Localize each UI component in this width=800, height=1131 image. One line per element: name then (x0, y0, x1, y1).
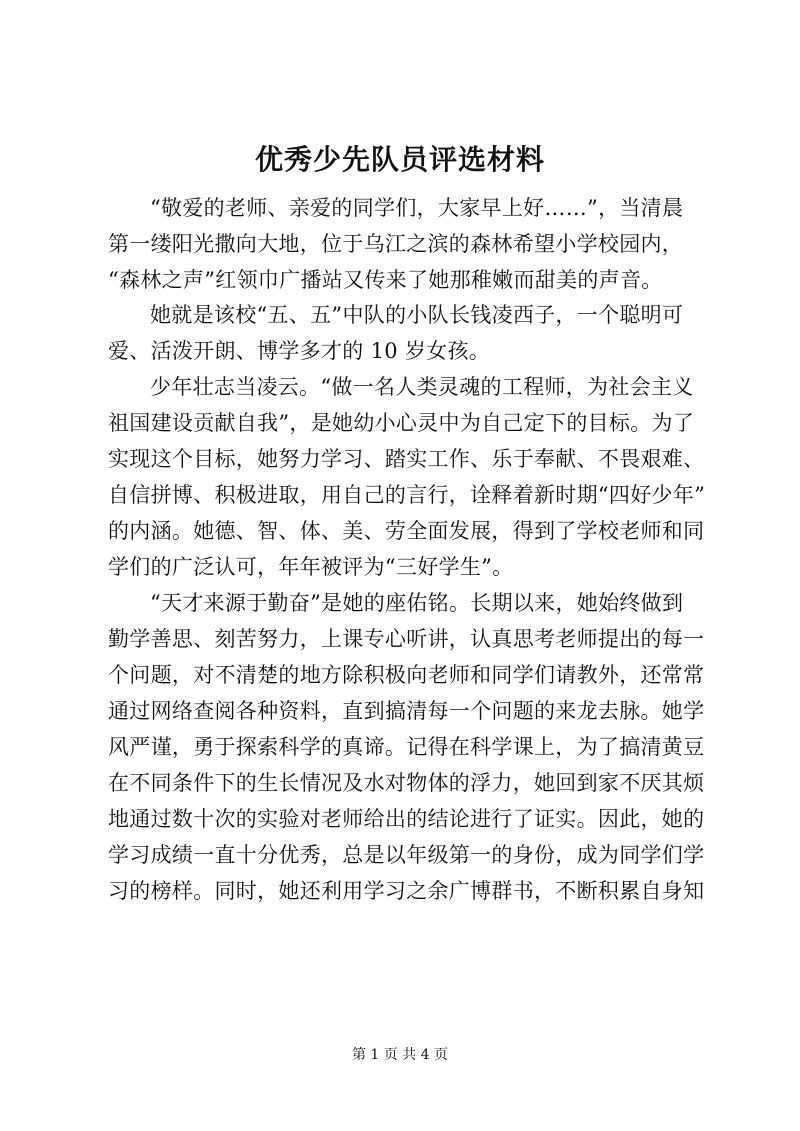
paragraph-line: 的内涵。她德、智、体、美、劳全面发展，得到了学校老师和同 (108, 519, 705, 543)
paragraph-line: 学习成绩一直十分优秀，总是以年级第一的身份，成为同学们学 (108, 843, 705, 867)
paragraph-line: 勤学善思、刻苦努力，上课专心听讲，认真思考老师提出的每一 (108, 627, 705, 651)
paragraph-line: 实现这个目标，她努力学习、踏实工作、乐于奉献、不畏艰难、 (108, 447, 705, 471)
paragraph-line: 爱、活泼开朗、博学多才的 10 岁女孩。 (108, 339, 491, 363)
paragraph-line: “森林之声”红领巾广播站又传来了她那稚嫩而甜美的声音。 (108, 268, 663, 292)
paragraph-line: 少年壮志当凌云。“做一名人类灵魂的工程师，为社会主义 (150, 375, 694, 399)
paragraph-line: 习的榜样。同时，她还利用学习之余广博群书，不断积累自身知 (108, 879, 705, 903)
page-number-footer: 第 1 页 共 4 页 (351, 1047, 449, 1063)
paragraph-line: 风严谨，勇于探索科学的真谛。记得在科学课上，为了搞清黄豆 (108, 735, 705, 759)
paragraph-line: 通过网络查阅各种资料，直到搞清每一个问题的来龙去脉。她学 (108, 699, 705, 723)
paragraph-line: “敬爱的老师、亲爱的同学们，大家早上好……”，当清晨 (150, 196, 684, 220)
paragraph-line: 学们的广泛认可，年年被评为“三好学生”。 (108, 555, 514, 579)
paragraph-line: 地通过数十次的实验对老师给出的结论进行了证实。因此，她的 (108, 807, 705, 831)
paragraph-line: 她就是该校“五、五”中队的小队长钱凌西子，一个聪明可 (150, 303, 684, 327)
paragraph-line: “天才来源于勤奋”是她的座佑铭。长期以来，她始终做到 (150, 591, 684, 615)
paragraph-line: 祖国建设贡献自我”，是她幼小心灵中为自己定下的目标。为了 (108, 411, 695, 435)
document-title: 优秀少先队员评选材料 (254, 143, 545, 176)
paragraph-line: 个问题，对不清楚的地方除积极向老师和同学们请教外，还常常 (108, 663, 705, 687)
paragraph-line: 在不同条件下的生长情况及水对物体的浮力，她回到家不厌其烦 (108, 771, 705, 795)
paragraph-line: 自信拼博、积极进取，用自己的言行，诠释着新时期“四好少年” (108, 483, 706, 507)
paragraph-line: 第一缕阳光撒向大地，位于乌江之滨的森林希望小学校园内， (108, 232, 684, 256)
